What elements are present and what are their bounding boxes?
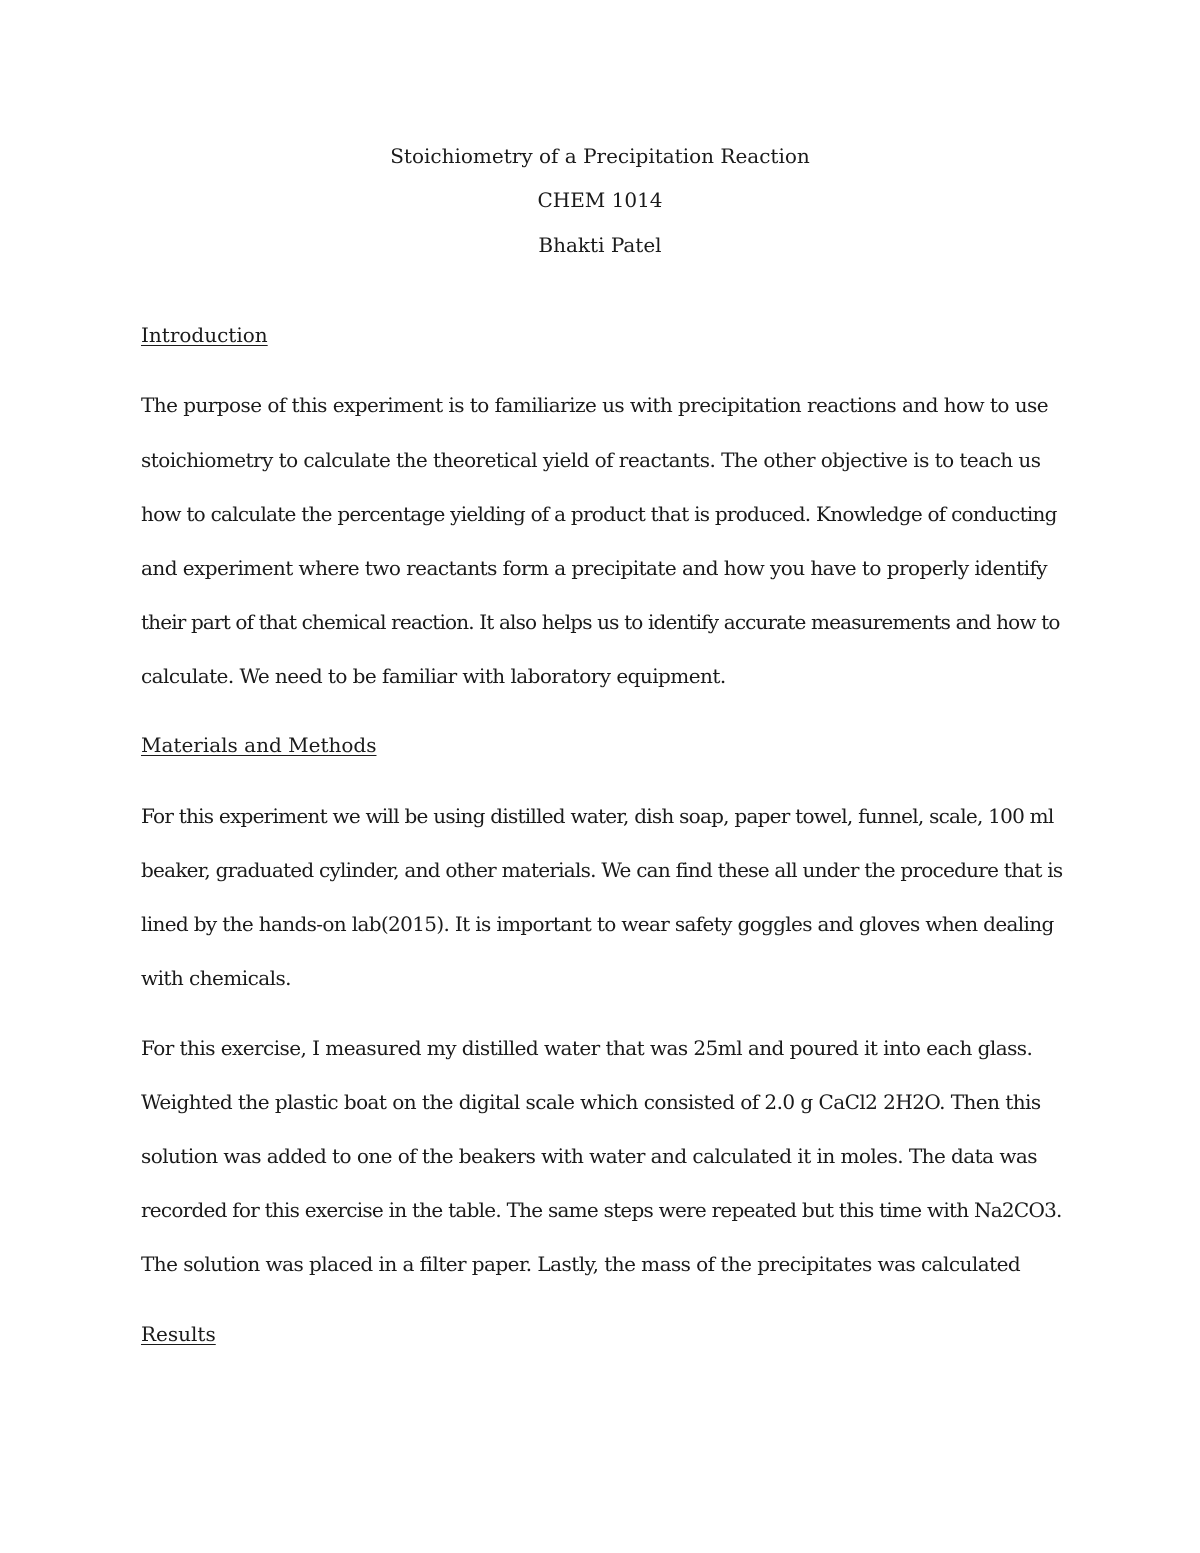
- paragraph-line: calculate. We need to be familiar with laboratory equipment.: [141, 664, 726, 688]
- section-heading-introduction: Introduction: [141, 323, 268, 347]
- paragraph-line: with chemicals.: [141, 966, 291, 990]
- paragraph-line: beaker, graduated cylinder, and other materials. We can find these all under the procedure that is: [141, 858, 1063, 882]
- paragraph-line: The solution was placed in a filter paper. Lastly, the mass of the precipitates was calculated: [141, 1252, 1021, 1276]
- paragraph-line: For this exercise, I measured my distilled water that was 25ml and poured it into each glass.: [141, 1036, 1033, 1060]
- paragraph-line: stoichiometry to calculate the theoretical yield of reactants. The other objective is to teach us: [141, 448, 1041, 472]
- paragraph-line: recorded for this exercise in the table. The same steps were repeated but this time with Na2CO3.: [141, 1198, 1062, 1222]
- paragraph-line: and experiment where two reactants form a precipitate and how you have to properly identify: [141, 556, 1048, 580]
- paragraph-line: lined by the hands-on lab(2015). It is important to wear safety goggles and gloves when dealing: [141, 912, 1054, 936]
- document-title: Stoichiometry of a Precipitation Reaction: [390, 144, 810, 168]
- paragraph-line: their part of that chemical reaction. It also helps us to identify accurate measurements and how to: [141, 610, 1060, 634]
- paragraph-line: Weighted the plastic boat on the digital scale which consisted of 2.0 g CaCl2 2H2O. Then this: [141, 1090, 1041, 1114]
- section-heading-materials-and-methods: Materials and Methods: [141, 733, 377, 757]
- paragraph-line: how to calculate the percentage yielding of a product that is produced. Knowledge of conducting: [141, 502, 1057, 526]
- section-heading-results: Results: [141, 1322, 216, 1346]
- course-code: CHEM 1014: [537, 188, 663, 212]
- author-name: Bhakti Patel: [538, 233, 662, 257]
- paragraph-line: solution was added to one of the beakers with water and calculated it in moles. The data was: [141, 1144, 1038, 1168]
- paragraph-line: The purpose of this experiment is to familiarize us with precipitation reactions and how to use: [141, 393, 1049, 417]
- paragraph-line: For this experiment we will be using distilled water, dish soap, paper towel, funnel, scale, 100 ml: [141, 804, 1054, 828]
